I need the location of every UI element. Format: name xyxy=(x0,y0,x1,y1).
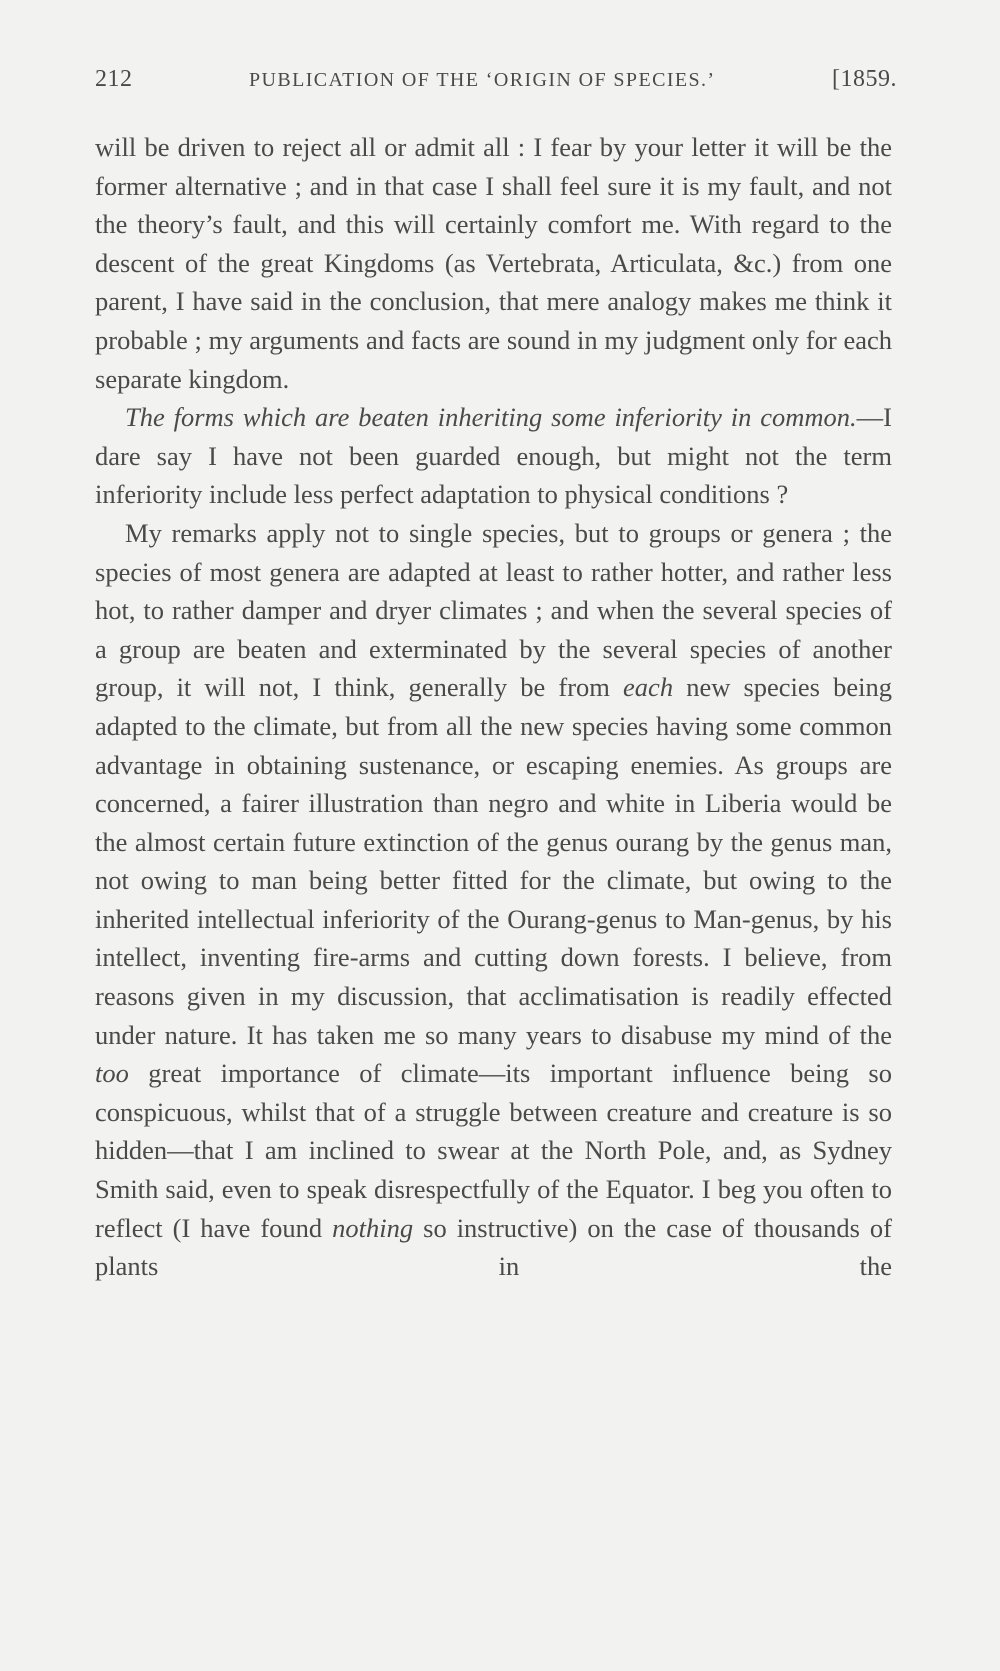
italic-emphasis-each: each xyxy=(623,672,674,703)
body-text xyxy=(95,128,892,1286)
italic-lead-text: The forms which are beaten inheriting some inferiority in common. xyxy=(125,402,857,433)
paragraph-3-text-4: so instructive) on the case of thousands of plants in the xyxy=(95,1212,892,1282)
page-header xyxy=(95,66,897,93)
paragraph-3-text-3: great importance of climate—its important influence being so conspicuous, whilst that of a struggle between creature and creature is so hidden—that I am inclined to swear at the North Pole, and, as Sydney Smith said, even to speak disrespectfully of the Equator. I beg you often to reflect (I have found xyxy=(95,1058,892,1243)
page-number: 212 xyxy=(95,66,133,92)
running-title: PUBLICATION OF THE ‘ORIGIN OF SPECIES.’ xyxy=(249,69,716,91)
paragraph-2-text: —I dare say I have not been guarded enough, but might not the term inferiority include less perfect adaptation to physical conditions ? xyxy=(95,402,892,510)
paragraph-3-text-2: new species being adapted to the climate, but from all the new species having some common advantage in obtaining sustenance, or escaping enemies. As groups are concerned, a fairer illustration than negro and white in Liberia would be the almost certain future extinction of the genus ourang by the genus man, not owing to man being better fitted for the climate, but owing to the inherited intellectual inferiority of the Ourang-genus to Man-genus, by his intellect, inventing fire-arms and cutting down forests. I believe, from reasons given in my discussion, that acclimatisation is readily effected under nature. It has taken me so many years to disabuse my mind of the xyxy=(95,672,892,1050)
italic-emphasis-nothing: nothing xyxy=(332,1212,414,1243)
paragraph-1 xyxy=(95,128,892,398)
paragraph-1-text: will be driven to reject all or admit all : I fear by your letter it will be the former alternative ; and in that case I shall feel sure it is my fault, and not the theory’s fault, and this will certainly comfort me. With regard to the descent of the great Kingdoms (as Vertebrata, Articulata, &c.) from one parent, I have said in the conclusion, that mere analogy makes me think it probable ; my arguments and facts are sound in my judgment only for each separate kingdom. xyxy=(95,132,892,394)
paragraph-3-text-1: My remarks apply not to single species, but to groups or genera ; the species of most genera are adapted at least to rather hotter, and rather less hot, to rather damper and dryer climates ; and when the several species of a group are beaten and exterminated by the several species of another group, it will not, I think, generally be from xyxy=(95,517,892,703)
header-year: [1859. xyxy=(831,66,897,92)
italic-emphasis-too: too xyxy=(95,1058,129,1089)
paragraph-3 xyxy=(95,514,892,1286)
paragraph-2 xyxy=(95,398,892,514)
